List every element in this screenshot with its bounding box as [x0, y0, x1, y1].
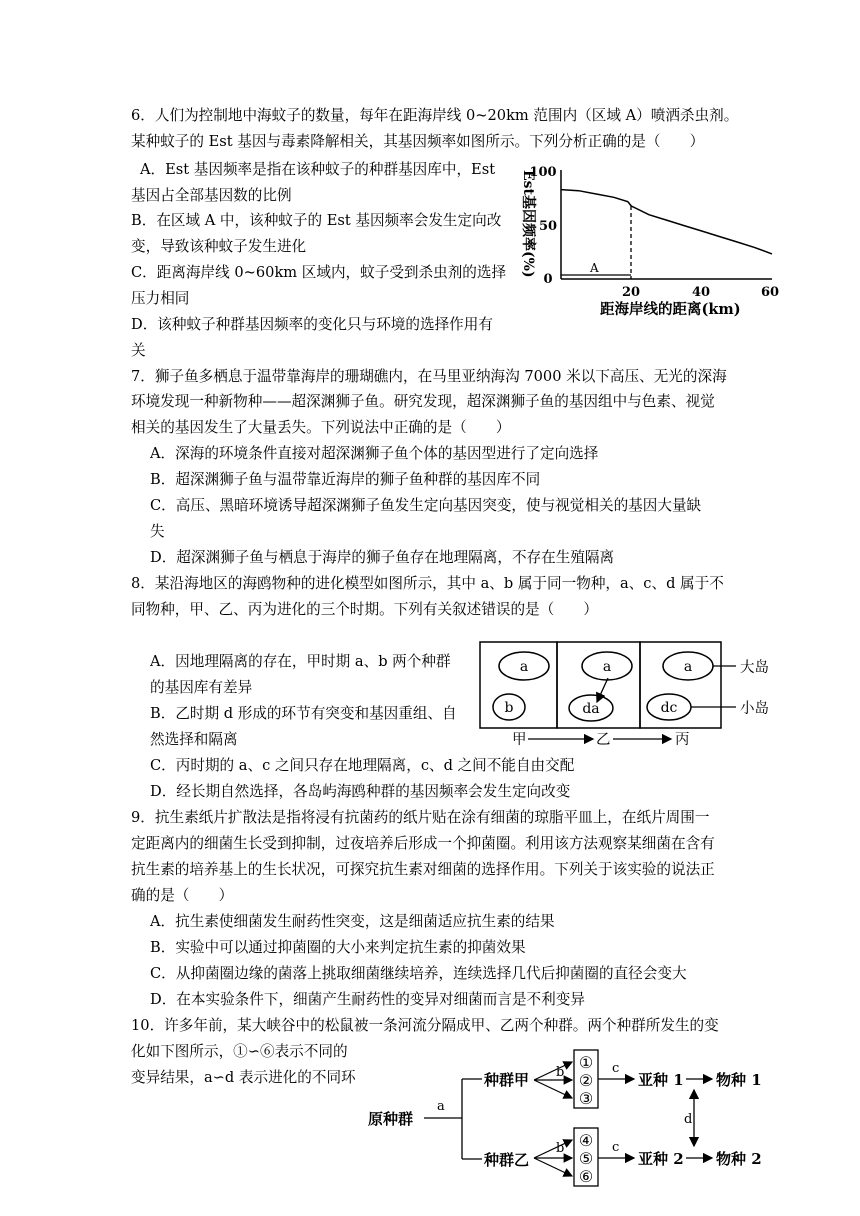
- big-island-label: 大岛: [740, 660, 769, 676]
- y-tick-0: 0: [543, 272, 553, 287]
- q6-option-b-line1: B．在区域 A 中，该种蚊子的 Est 基因频率会发生定向改: [131, 212, 502, 229]
- small-island-label: 小岛: [740, 701, 769, 717]
- y-axis-label: Est基因频率(%): [520, 170, 536, 278]
- y-tick-50: 50: [538, 219, 558, 234]
- q9-option-a: A．抗生素使细菌发生耐药性突变，这是细菌适应抗生素的结果: [150, 913, 555, 930]
- squirrel-speciation-diagram: [366, 1046, 776, 1190]
- q7-option-c-line2: 失: [150, 523, 165, 540]
- variation-arrow-1: [534, 1062, 572, 1080]
- small-island-2-label: da: [582, 701, 600, 717]
- q6-option-a-line2: 基因占全部基因数的比例: [131, 187, 292, 204]
- population-yi: 种群乙: [484, 1151, 530, 1169]
- q6-stem-line2: 某种蚊子的 Est 基因与毒素降解相关，其基因频率如图所示。下列分析正确的是（ ）: [131, 133, 705, 150]
- period-3-label: 丙: [675, 732, 690, 748]
- step-a-label: a: [437, 1099, 445, 1114]
- variation-arrow-3: [534, 1080, 572, 1098]
- step-b-label-top: b: [556, 1065, 565, 1080]
- q7-stem-line1: 7．狮子鱼多栖息于温带靠海岸的珊瑚礁内，在马里亚纳海沟 7000 米以下高压、无光的深海: [131, 368, 727, 385]
- subspecies-1: 亚种 1: [638, 1071, 684, 1089]
- big-island-3-label: a: [683, 659, 693, 675]
- q8-option-c: C．丙时期的 a、c 之间只存在地理隔离，c、d 之间不能自由交配: [150, 757, 575, 774]
- q6-option-a-line1: A．Est 基因频率是指在该种蚊子的种群基因库中，Est: [140, 161, 496, 178]
- q8-option-a-line2: 的基因库有差异: [150, 679, 253, 696]
- period-2-label: 乙: [596, 732, 611, 748]
- variation-6: ⑥: [578, 1167, 594, 1186]
- y-tick-100: 100: [529, 165, 557, 180]
- q8-option-b-line2: 然选择和隔离: [150, 731, 238, 748]
- q6-option-d-line1: D．该种蚊子种群基因频率的变化只与环境的选择作用有: [131, 316, 493, 333]
- q7-option-a: A．深海的环境条件直接对超深渊狮子鱼个体的基因型进行了定向选择: [150, 445, 599, 462]
- variation-arrow-4: [534, 1140, 572, 1158]
- q9-option-b: B．实验中可以通过抑菌圈的大小来判定抗生素的抑菌效果: [150, 939, 526, 956]
- variation-2: ②: [578, 1071, 594, 1090]
- variation-3: ③: [578, 1089, 594, 1108]
- population-jia: 种群甲: [484, 1071, 530, 1089]
- step-b-label-bottom: b: [556, 1141, 565, 1156]
- q9-stem-line1: 9．抗生素纸片扩散法是指将浸有抗菌药的纸片贴在涂有细菌的琼脂平皿上，在纸片周围一: [131, 809, 710, 826]
- x-tick-40: 40: [691, 285, 711, 300]
- origin-population: 原种群: [368, 1110, 414, 1128]
- q9-option-d: D．在本实验条件下，细菌产生耐药性的变异对细菌而言是不利变异: [150, 991, 585, 1008]
- period-1-label: 甲: [512, 732, 527, 748]
- q8-stem-line2: 同物种，甲、乙、丙为进化的三个时期。下列有关叙述错误的是（ ）: [131, 601, 599, 618]
- subspecies-2: 亚种 2: [638, 1150, 684, 1168]
- q6-option-c-line1: C．距离海岸线 0~60km 区域内，蚊子受到杀虫剂的选择: [131, 264, 507, 281]
- q9-stem-line2: 定距离内的细菌生长受到抑制，过夜培养后形成一个抑菌圈。利用该方法观察某细菌在含有: [131, 835, 715, 852]
- x-tick-20: 20: [621, 285, 641, 300]
- small-island-3-label: dc: [660, 700, 678, 716]
- big-island-2-label: a: [602, 659, 612, 675]
- q7-option-b: B．超深渊狮子鱼与温带靠近海岸的狮子鱼种群的基因库不同: [150, 471, 541, 488]
- q6-option-b-line2: 变，导致该种蚊子发生进化: [131, 238, 307, 255]
- variation-1: ①: [578, 1053, 594, 1072]
- q10-stem-line1: 10．许多年前，某大峡谷中的松鼠被一条河流分隔成甲、乙两个种群。两个种群所发生的变: [131, 1017, 719, 1034]
- step-d-label: d: [684, 1112, 693, 1127]
- q8-stem-line1: 8．某沿海地区的海鸥物种的进化模型如图所示，其中 a、b 属于同一物种，a、c、d 属于不: [131, 575, 724, 592]
- q7-option-c-line1: C．高压、黑暗环境诱导超深渊狮子鱼发生定向基因突变，使与视觉相关的基因大量缺: [150, 497, 702, 514]
- small-island-1-label: b: [504, 700, 514, 716]
- est-frequency-line: [561, 190, 772, 254]
- q8-option-b-line1: B．乙时期 d 形成的环节有突变和基因重组、自: [150, 705, 457, 722]
- q7-option-d: D．超深渊狮子鱼与栖息于海岸的狮子鱼存在地理隔离，不存在生殖隔离: [150, 549, 615, 566]
- q6-option-c-line2: 压力相同: [131, 290, 190, 307]
- period-box-1: [480, 642, 557, 728]
- seagull-evolution-diagram: [470, 636, 790, 750]
- big-island-1-label: a: [519, 659, 529, 675]
- q10-stem-line2: 化如下图所示，①∽⑥表示不同的: [131, 1043, 348, 1060]
- x-tick-60: 60: [760, 285, 780, 300]
- q9-option-c: C．从抑菌圈边缘的菌落上挑取细菌继续培养，连续选择几代后抑菌圈的直径会变大: [150, 965, 687, 982]
- q7-stem-line2: 环境发现一种新物种——超深渊狮子鱼。研究发现，超深渊狮子鱼的基因组中与色素、视觉: [131, 393, 715, 410]
- variation-5: ⑤: [578, 1149, 594, 1168]
- q8-option-a-line1: A．因地理隔离的存在，甲时期 a、b 两个种群: [150, 653, 451, 670]
- species-1: 物种 1: [716, 1071, 762, 1089]
- q9-stem-line3: 抗生素的培养基上的生长状况，可探究抗生素对细菌的选择作用。下列关于该实验的说法正: [131, 861, 715, 878]
- step-c-label-bottom: c: [612, 1140, 620, 1155]
- q10-stem-line3: 变异结果，a∽d 表示进化的不同环: [131, 1069, 356, 1086]
- variation-4: ④: [578, 1131, 594, 1150]
- q9-stem-line4: 确的是（ ）: [131, 887, 234, 904]
- variation-arrow-6: [534, 1158, 572, 1176]
- q6-option-d-line2: 关: [131, 342, 146, 359]
- step-c-label-top: c: [612, 1061, 620, 1076]
- x-axis-label: 距海岸线的距离(km): [600, 301, 741, 318]
- q7-stem-line3: 相关的基因发生了大量丢失。下列说法中正确的是（ ）: [131, 419, 511, 436]
- region-a-label: A: [590, 261, 599, 275]
- est-frequency-chart: [510, 158, 800, 328]
- q6-stem-line1: 6．人们为控制地中海蚊子的数量，每年在距海岸线 0~20km 范围内（区域 A）喷洒杀虫剂。: [131, 107, 739, 124]
- q8-option-d: D．经长期自然选择，各岛屿海鸥种群的基因频率会发生定向改变: [150, 783, 571, 800]
- species-2: 物种 2: [716, 1150, 762, 1168]
